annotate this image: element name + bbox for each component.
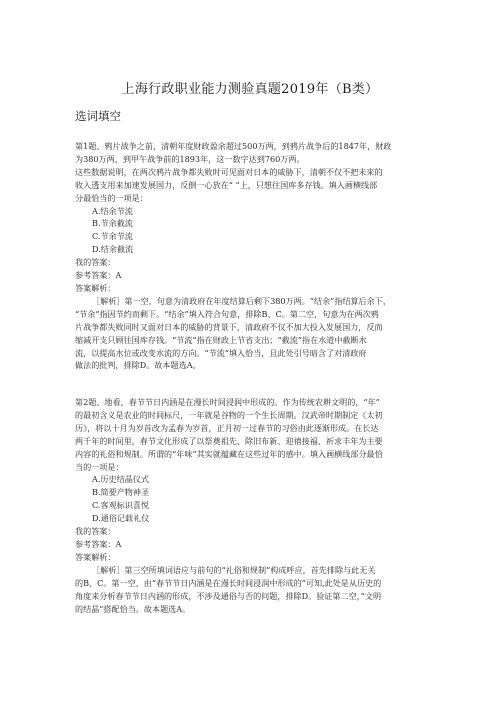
q1-explain-line: ［解析］第一空，句意为清政府在年度结算后剩下380万两。“结余”指结算后余下， <box>92 295 391 306</box>
q2-option-b: B.简要产物神圣 <box>92 487 150 498</box>
q2-stem-line: 两千年的时间里，春节文化形成了以祭奠祖先、除旧布新、迎禧接福、祈求丰年为主要 <box>75 435 383 446</box>
q2-explain-line: ［解析］第三空所填词语应与前句的“礼俗和规制”构成呼应，首先排除与此无关 <box>92 564 376 575</box>
q1-stem-line: 第1题、鸦片战争之前，清朝年度财政盈余超过500万两，到鸦片战争后的1847年，财政 <box>75 141 392 151</box>
q1-explain-line: “节余”指因节约而剩下。“结余”填入符合句意，排除B、C。第二空，句意为在两次鸦 <box>75 308 379 319</box>
q2-stem-line: 内容的礼俗和规制。所谓的“年味”其实就蕴藏在这些过年的感中。填入画横线部分最恰 <box>75 448 383 459</box>
q1-stem-line: 这些数据说明，在两次鸦片战争都失败时可见面对日本的威胁下，清朝不仅不把未来的 <box>75 166 383 177</box>
page-title: 上海行政职业能力测验真题2019年（B类） <box>121 82 379 97</box>
q1-explain-line: 缩减开支只顾往国库存钱。“节流”指在财政上节省支出；“截流”指在水道中截断水 <box>75 334 367 345</box>
q2-analysis-label: 答案解析： <box>75 551 116 562</box>
q1-option-c: C.节余节流 <box>92 231 133 242</box>
q1-analysis-label: 答案解析： <box>75 282 116 293</box>
q2-my-answer: 我的答案： <box>75 526 116 537</box>
q2-stem-line: 历》，将以十月为岁首改为孟春为岁首，正月初一过春节的习俗由此逐渐形成。在长达 <box>75 422 379 433</box>
q1-ref-answer: 参考答案：A <box>75 270 122 281</box>
q1-my-answer: 我的答案： <box>75 257 116 268</box>
q1-explain-line: 做法的批判，排除D。故本题选A。 <box>75 360 201 371</box>
q1-option-b: B.节余截流 <box>92 218 133 229</box>
q1-explain-line: 流，以提高水位或改变水流的方向。“节流”填入恰当，且此处引号暗含了对清政府 <box>75 347 367 358</box>
q2-explain-line: 的B、C。第一空，由“春节节日内涵是在漫长时间浸润中形成的”可知,此处是从历史的 <box>75 577 382 588</box>
section-heading: 选词填空 <box>75 109 121 123</box>
q2-stem-line: 的最初含义是农业的时间标尺，一年就是谷物的一个生长周期。汉武帝时期制定《太初 <box>75 409 383 420</box>
q1-option-d: D.结余截流 <box>92 244 134 255</box>
q2-stem-line: 第2题、地看，春节节日内涵是在漫长时间浸润中形成的。作为传统农耕文明的，“年” <box>75 397 380 407</box>
q1-stem-line: 为380万两，到甲午战争前的1893年，这一数字达到760万两。 <box>75 153 305 164</box>
q2-ref-answer: 参考答案：A <box>75 538 122 549</box>
q1-stem-line: 收入透支用来加速发展国力，反倒一心放在“ ”上，只想往国库多存钱。填入画横线部 <box>75 179 378 190</box>
q2-explain-line: 角度来分析春节节日内涵的形成，不涉及通俗与否的问题，排除D。验证第二空，”文明 <box>75 590 382 601</box>
q2-option-a: A.历史结晶仪式 <box>92 474 149 485</box>
q2-stem-line: 当的一项是： <box>75 461 124 472</box>
q1-explain-line: 片战争都失败同时又面对日本的威胁的背景下，清政府不仅不加大投入发展国力，反而 <box>75 321 383 332</box>
q2-option-d: D.通俗记载礼仪 <box>92 513 150 524</box>
q1-option-a: A.结余节流 <box>92 205 133 216</box>
question-2 <box>75 396 433 615</box>
q2-explain-line: 的结晶”搭配恰当。故本题选A。 <box>75 603 191 614</box>
q1-stem-line: 分最恰当的一项是： <box>75 192 148 203</box>
q2-option-c: C.客观标识喜悦 <box>92 500 150 511</box>
question-1 <box>75 140 433 372</box>
